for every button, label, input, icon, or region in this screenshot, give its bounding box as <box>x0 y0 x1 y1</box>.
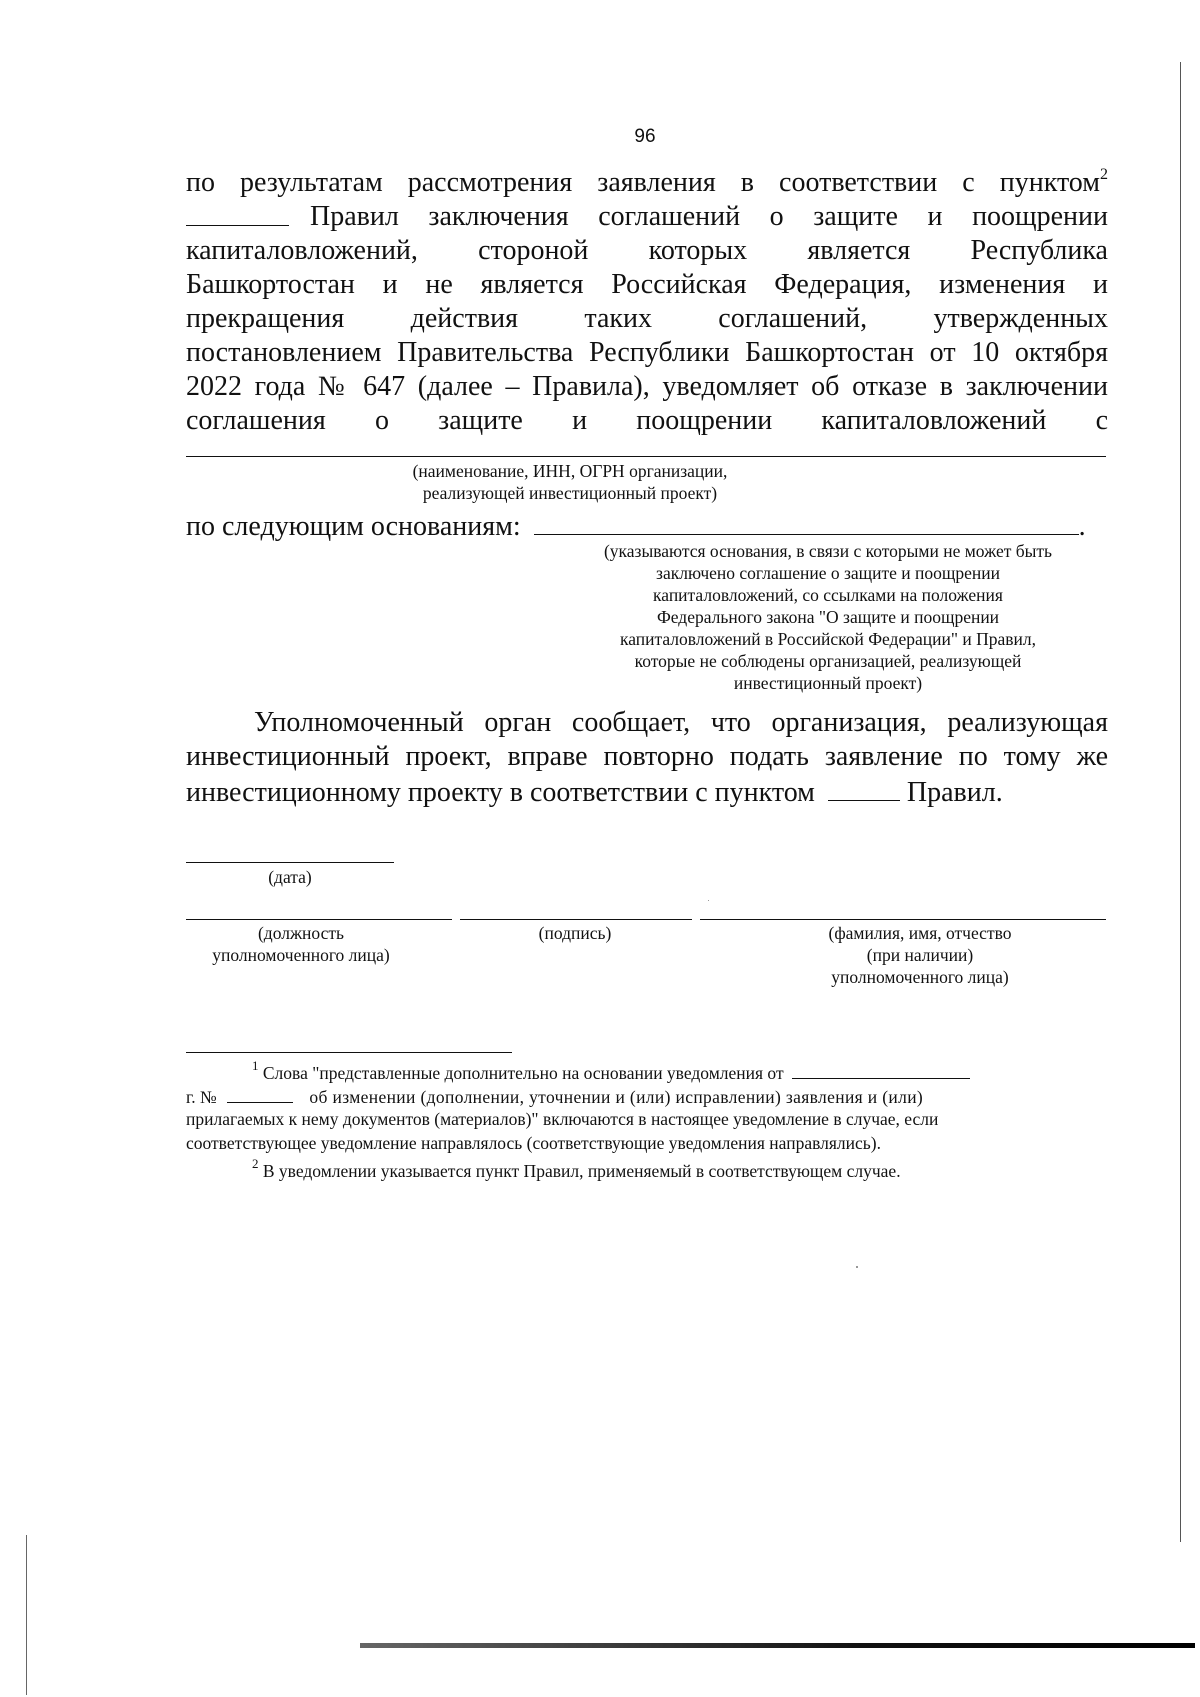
paragraph-line: соглашения о защите и поощрении капиталовложений с <box>186 405 1108 436</box>
paragraph-line: по результатам рассмотрения заявления в соответствии с пунктом$^2$ <box>186 166 1108 198</box>
footnote-1-line: соответствующее уведомление направлялось (соответствующие уведомления направлялись). <box>186 1133 881 1153</box>
footnote-2: $^2$ В уведомлении указывается пункт Правил, применяемый в соответствующем случае. <box>252 1156 901 1181</box>
name-label: (фамилия, имя, отчество (при наличии) уполномоченного лица) <box>828 923 1012 987</box>
paragraph-line: Уполномоченный орган сообщает, что организация, реализующая <box>254 707 1108 738</box>
signature-line <box>460 919 692 920</box>
footnote-ref: 2 <box>1100 166 1108 183</box>
notice-date-blank <box>792 1060 970 1079</box>
paragraph-line: постановлением Правительства Республики Башкортостан от 10 октября <box>186 337 1108 368</box>
point-number-blank <box>186 225 289 226</box>
grounds-line: по следующим основаниям: . <box>186 508 1108 542</box>
paragraph-line: Башкортостан и не является Российская Федерация, изменения и <box>186 269 1108 300</box>
notice-number-blank <box>227 1084 293 1103</box>
footnote-1-line: $^1$ Слова "представленные дополнительно на основании уведомления от <box>186 1060 1108 1085</box>
position-line <box>186 919 452 920</box>
organization-caption: (наименование, ИНН, ОГРН организации, реализующей инвестиционный проект) <box>412 461 728 503</box>
name-line <box>700 919 1106 920</box>
organization-blank-line <box>186 456 1106 457</box>
date-line <box>186 862 394 863</box>
grounds-caption: (указываются основания, в связи с которыми не может быть заключено соглашение о защите и поощрении капиталовложений, со ссылками на положения Федерального закона "О защите и поощрении капиталовложений в Российской Федерации" и Правил, которые не соблюдены организацией, реализующей инвестиционный проект) <box>603 541 1053 693</box>
scan-speck <box>708 900 709 901</box>
paragraph-line: инвестиционный проект, вправе повторно подать заявление по тому же <box>186 741 1108 772</box>
scan-speck <box>856 1266 858 1268</box>
signature-label: (подпись) <box>538 923 612 943</box>
footnote-1-line: прилагаемых к нему документов (материалов)" включаются в настоящее уведомление в случае, если <box>186 1109 939 1129</box>
footnote-separator <box>186 1052 512 1053</box>
scan-edge-line <box>1180 62 1181 1542</box>
page-number: 96 <box>634 126 656 147</box>
paragraph-line: Правил заключения соглашений о защите и поощрении <box>310 201 1108 232</box>
paragraph-line: прекращения действия таких соглашений, утвержденных <box>186 303 1108 334</box>
position-label: (должность уполномоченного лица) <box>212 923 390 965</box>
grounds-label: по следующим основаниям: <box>186 511 521 542</box>
paragraph-line: капиталовложений, стороной которых является Республика <box>186 235 1108 266</box>
scan-edge-line <box>26 1535 27 1695</box>
paragraph-line: инвестиционному проекту в соответствии с пунктом Правил. <box>186 774 1108 808</box>
scan-bottom-bar <box>360 1643 1195 1648</box>
point-number-blank <box>828 774 900 801</box>
grounds-blank <box>534 508 1079 535</box>
paragraph-line: 2022 года № 647 (далее – Правила), уведомляет об отказе в заключении <box>186 371 1108 402</box>
date-label: (дата) <box>268 867 312 887</box>
footnote-1-line: г. № об изменении (дополнении, уточнении и (или) исправлении) заявления и (или) <box>186 1084 1108 1109</box>
